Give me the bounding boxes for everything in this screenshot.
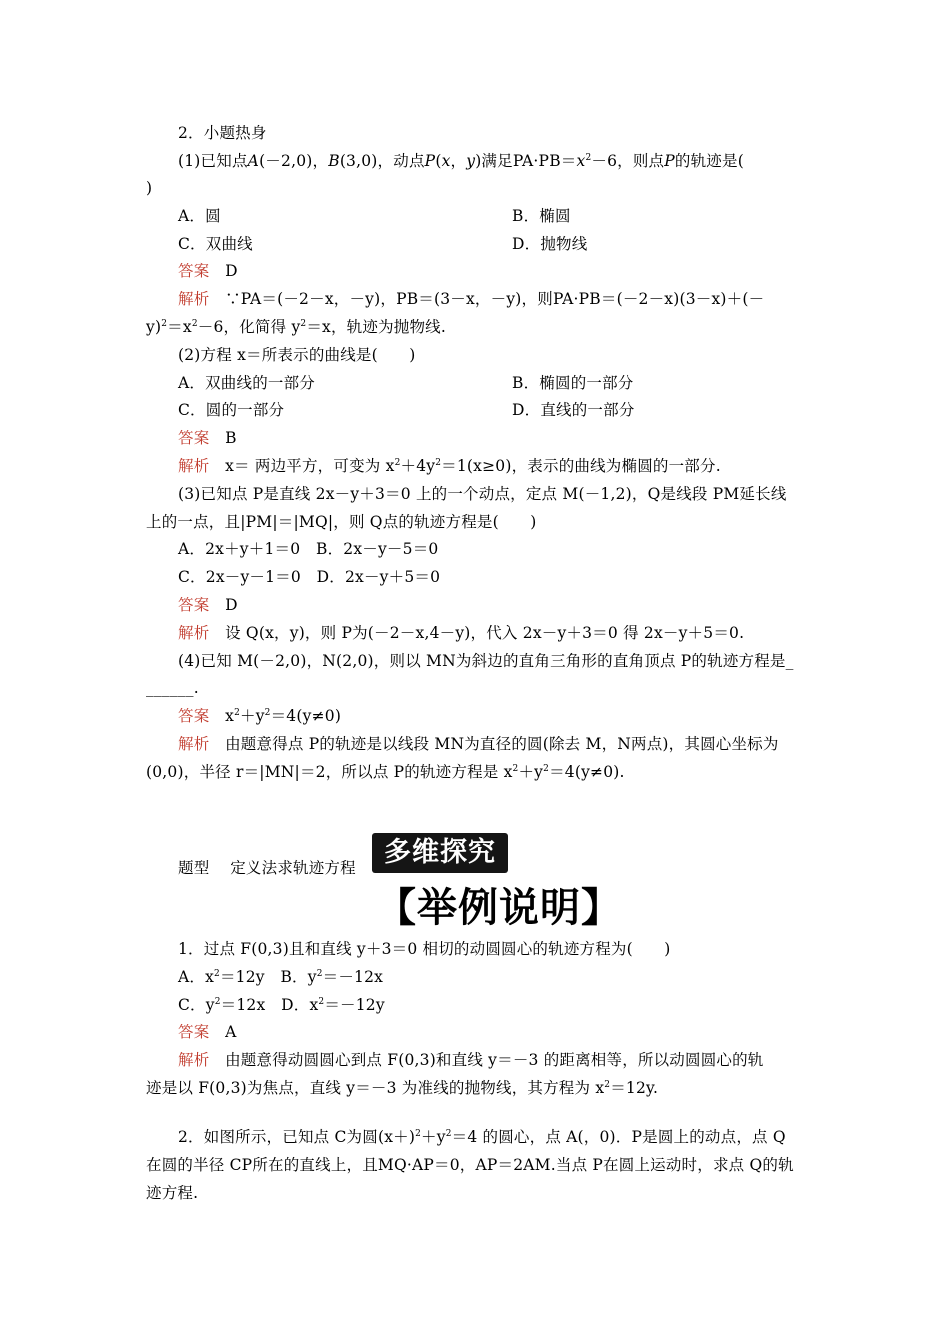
question-4-answer: 答案 $x^2+y^2=4(y\ne 0)$ (178, 707, 342, 725)
topic-heading: 题型 定义法求轨迹方程 (178, 859, 356, 877)
explanation-label: 解析 (178, 290, 210, 308)
question-2-option-b: B．椭圆的一部分 (512, 374, 634, 392)
explanation-label: 解析 (178, 1051, 210, 1069)
example-2-line-2: 在圆的半径 CP所在的直线上，且MQ·AP＝0，AP＝2AM.当点 P在圆上运动时，求点 Q的轨 (146, 1156, 794, 1174)
question-2-option-d: D．直线的一部分 (512, 401, 635, 419)
answer-label: 答案 (178, 262, 210, 280)
example-1-explanation-line-1: 解析 由题意得动圆圆心到点 F(0,3)和直线 y＝－3 的距离相等，所以动圆圆心的轨 (178, 1051, 764, 1069)
question-4-explanation-line-1: 解析 由题意得点 P的轨迹是以线段 MN为直径的圆(除去 M，N两点)，其圆心坐标为 (178, 735, 779, 753)
question-1-line-1: (1)已知点A(－2,0)，B(3,0)，动点P(x，y)满足$PA\cdot PB=x^2-6$，则点P的轨迹是( (178, 152, 744, 170)
question-2-explanation: 解析 x＝ 两边平方，可变为 $x^2+4y^2=1(x\ge 0)$，表示的曲线为椭圆的一部分. (178, 457, 721, 475)
example-1-explanation-line-2: 迹是以 F(0,3)为焦点，直线 y＝－3 为准线的抛物线，其方程为 $x^2=12y$. (146, 1079, 659, 1097)
example-2-line-3: 迹方程. (146, 1184, 199, 1202)
question-1-option-d: D．抛物线 (512, 235, 588, 253)
question-4-explanation-line-2: (0,0)，半径 r＝|MN|＝2，所以点 P的轨迹方程是 $x^2+y^2=4(y\ne 0)$. (146, 763, 625, 781)
question-1-explanation-line-2: $y)^2=x^2-6$，化简得 $y^2=x$，轨迹为抛物线. (146, 318, 447, 336)
answer-label: 答案 (178, 1023, 210, 1041)
question-1-option-a: A．圆 (178, 207, 221, 225)
explanation-label: 解析 (178, 624, 210, 642)
examples-banner: 【举例说明】 (376, 885, 622, 931)
question-3-options-ab: A．2x＋y＋1＝0 B．2x－y－5＝0 (178, 540, 439, 558)
category-badge: 多维探究 (372, 833, 508, 873)
question-4-line-1: (4)已知 M(－2,0)，N(2,0)，则以 MN为斜边的直角三角形的直角顶点 P的轨迹方程是_ (178, 652, 794, 670)
question-1-line-2: ) (146, 179, 153, 197)
example-1-options-ab: A．$x^2=12y$ B．$y^2=-12x$ (178, 968, 384, 986)
example-2-line-1: 2．如图所示，已知点 C为圆$(x+)^2+y^2=4$ 的圆心，点 A(，0)．P是圆上的动点，点 Q (178, 1128, 786, 1146)
example-1-answer: 答案 A (178, 1023, 237, 1041)
question-2-line-1: (2)方程 x＝所表示的曲线是( ) (178, 346, 416, 364)
explanation-label: 解析 (178, 457, 210, 475)
example-1-line-1: 1．过点 F(0,3)且和直线 y＋3＝0 相切的动圆圆心的轨迹方程为( ) (178, 940, 671, 958)
question-2-option-a: A．双曲线的一部分 (178, 374, 315, 392)
question-1-answer: 答案 D (178, 262, 238, 280)
question-3-options-cd: C．2x－y－1＝0 D．2x－y＋5＝0 (178, 568, 441, 586)
question-1-explanation-line-1: 解析 ∵PA＝(－2－x，－y)，PB＝(3－x，－y)，则PA·PB＝(－2－x)(3－x)＋(－ (178, 290, 765, 308)
question-4-line-2: ______. (146, 679, 199, 697)
question-3-line-2: 上的一点，且|PM|＝|MQ|，则 Q点的轨迹方程是( ) (146, 513, 537, 531)
question-3-line-1: (3)已知点 P是直线 2x－y＋3＝0 上的一个动点，定点 M(－1,2)，Q是线段 PM延长线 (178, 485, 787, 503)
answer-label: 答案 (178, 429, 210, 447)
question-3-answer: 答案 D (178, 596, 238, 614)
section-heading: 2．小题热身 (178, 124, 267, 142)
question-1-option-b: B．椭圆 (512, 207, 571, 225)
answer-label: 答案 (178, 707, 210, 725)
question-2-answer: 答案 B (178, 429, 237, 447)
example-1-options-cd: C．$y^2=12x$ D．$x^2=-12y$ (178, 996, 385, 1014)
question-1-option-c: C．双曲线 (178, 235, 253, 253)
explanation-label: 解析 (178, 735, 210, 753)
answer-label: 答案 (178, 596, 210, 614)
question-3-explanation: 解析 设 Q(x，y)，则 P为(－2－x,4－y)，代入 2x－y＋3＝0 得 2x－y＋5＝0. (178, 624, 745, 642)
question-2-option-c: C．圆的一部分 (178, 401, 285, 419)
